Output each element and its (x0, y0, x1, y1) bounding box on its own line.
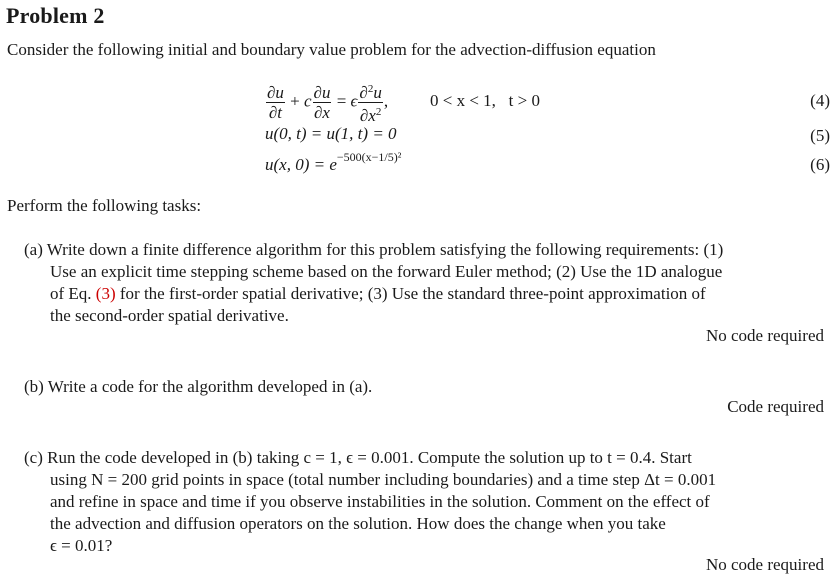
task-a-line: (a) Write down a finite difference algorithm for this problem satisfying the following requirements: (1) (24, 240, 724, 259)
equation-tag-6: (6) (810, 155, 830, 174)
equation-reference-link[interactable]: (3) (95, 284, 116, 303)
task-b-requirement: Code required (727, 397, 824, 416)
task-c-line: ϵ = 0.01? (50, 536, 113, 555)
equation-tag-4: (4) (810, 91, 830, 110)
equation-boundary-conditions (265, 124, 397, 144)
equation-initial-condition (265, 150, 401, 175)
task-a-line: Use an explicit time stepping scheme based on the forward Euler method; (2) Use the 1D analogue (50, 262, 723, 281)
task-a (24, 239, 830, 327)
task-b-line: (b) Write a code for the algorithm developed in (a). (24, 377, 373, 396)
task-a-line: the second-order spatial derivative. (50, 306, 289, 325)
equation-advection-diffusion: $\frac{\partial u}{\partial t}$ + c $\frac{\partial u}{\partial x}$ = ϵ $\frac{\partial^2u}{\partial x^2}$ , (267, 83, 389, 125)
task-b (24, 376, 830, 398)
task-a-line-with-reference: of Eq. (3) for the first-order spatial derivative; (3) Use the standard three-point approximation of (50, 284, 706, 303)
task-c (24, 447, 830, 557)
problem-title: Problem 2 (6, 3, 105, 28)
task-c-line: and refine in space and time if you observe instabilities in the solution. Comment on the effect of (50, 492, 710, 511)
initial-condition-lhs: u(x, 0) = e (265, 155, 337, 174)
equation-domain: 0 < x < 1, t > 0 (430, 91, 540, 110)
boundary-conditions-text: u(0, t) = u(1, t) = 0 (265, 124, 397, 143)
task-a-requirement: No code required (705, 326, 824, 345)
equation-tag-5: (5) (810, 126, 830, 145)
task-c-line: using N = 200 grid points in space (total number including boundaries) and a time step Δt = 0.001 (50, 470, 717, 489)
initial-condition-exponent: −500(x−1/5)² (336, 150, 402, 164)
tasks-heading: Perform the following tasks: (7, 196, 202, 215)
problem-intro: Consider the following initial and boundary value problem for the advection-diffusion equation (7, 40, 656, 59)
task-c-line: the advection and diffusion operators on the solution. How does the change when you take (50, 514, 666, 533)
task-c-requirement: No code required (705, 555, 824, 574)
task-c-line: (c) Run the code developed in (b) taking c = 1, ϵ = 0.001. Compute the solution up to t = 0.4. Start (24, 448, 692, 467)
